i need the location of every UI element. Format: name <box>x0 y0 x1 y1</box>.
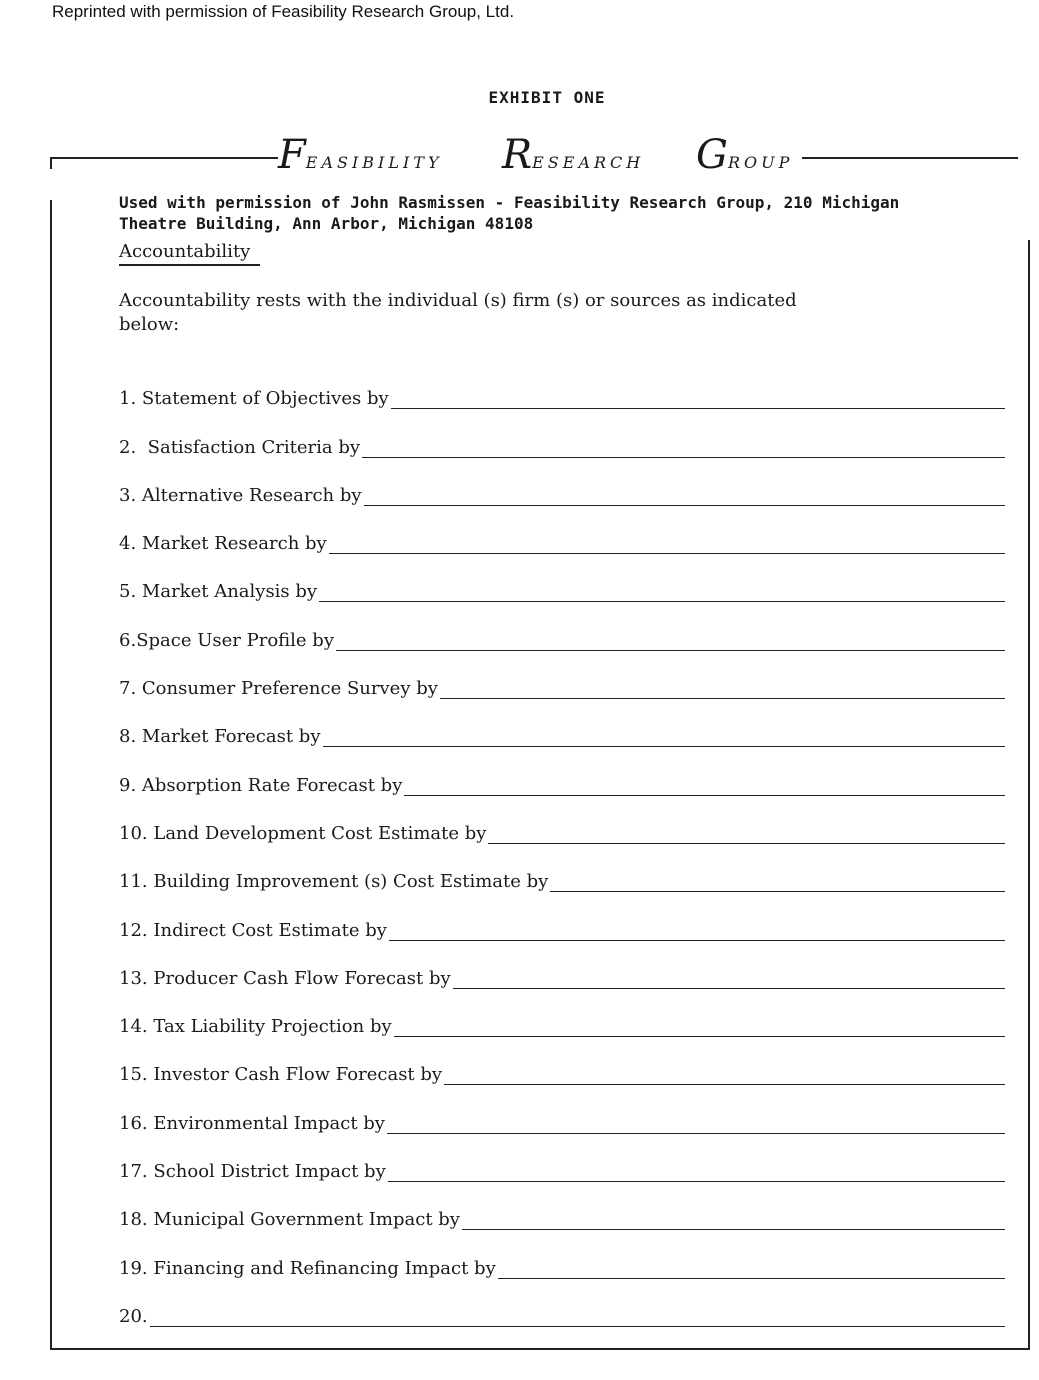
list-item <box>119 699 1009 747</box>
item-label: Alternative Research by <box>136 484 362 506</box>
item-number: 4. <box>119 533 137 555</box>
list-item <box>119 361 1009 409</box>
list-item <box>119 409 1009 457</box>
item-number: 14. <box>119 1016 148 1038</box>
item-label: Municipal Government Impact by <box>147 1209 460 1231</box>
fill-in-line[interactable] <box>329 533 1005 554</box>
fill-in-line[interactable] <box>550 871 1005 892</box>
list-item <box>119 1279 1009 1327</box>
fill-in-line[interactable] <box>391 388 1005 409</box>
fill-in-line[interactable] <box>364 485 1005 506</box>
list-item <box>119 651 1009 699</box>
list-item <box>119 458 1009 506</box>
item-number: 1. <box>119 388 137 410</box>
list-item <box>119 844 1009 892</box>
permission-statement <box>119 192 1019 234</box>
section-heading: Accountability <box>119 241 260 266</box>
fill-in-line[interactable] <box>440 678 1005 699</box>
fill-in-line[interactable] <box>362 437 1005 458</box>
item-number: 12. <box>119 919 148 941</box>
fill-in-line[interactable] <box>404 775 1005 796</box>
item-label: Space User Profile by <box>136 629 334 651</box>
frame-bottom-border <box>50 1348 1030 1350</box>
item-label: Absorption Rate Forecast by <box>136 774 403 796</box>
item-label: Environmental Impact by <box>147 1112 385 1134</box>
fill-in-line[interactable] <box>336 630 1005 651</box>
item-label: Market Research by <box>136 533 327 555</box>
item-number: 18. <box>119 1209 148 1231</box>
list-item <box>119 1230 1009 1278</box>
brand-word-feasibility: FEASIBILITY <box>278 132 443 178</box>
fill-in-line[interactable] <box>323 726 1006 747</box>
fill-in-line[interactable] <box>488 823 1005 844</box>
intro-paragraph: Accountability rests with the individual (s) firm (s) or sources as indicated below: <box>119 290 797 335</box>
list-item <box>119 941 1009 989</box>
letterhead-rule-right <box>802 157 1018 159</box>
frame-right-border <box>1028 240 1030 1348</box>
item-number: 5. <box>119 581 137 603</box>
fill-in-line[interactable] <box>389 920 1005 941</box>
item-label: Satisfaction Criteria by <box>136 436 361 458</box>
reprint-notice: Reprinted with permission of Feasibility Research Group, Ltd. <box>52 2 515 21</box>
fill-in-line[interactable] <box>388 1161 1005 1182</box>
item-number: 6. <box>119 629 137 651</box>
list-item <box>119 554 1009 602</box>
item-number: 19. <box>119 1257 148 1279</box>
exhibit-title: EXHIBIT ONE <box>488 88 606 107</box>
letterhead <box>50 130 1020 178</box>
item-label: Investor Cash Flow Forecast by <box>147 1064 443 1086</box>
item-number: 13. <box>119 967 148 989</box>
list-item <box>119 747 1009 795</box>
fill-in-line[interactable] <box>394 1016 1005 1037</box>
brand-word-research: RESEARCH <box>502 132 645 178</box>
list-item <box>119 989 1009 1037</box>
item-label: Market Analysis by <box>136 581 318 603</box>
list-item <box>119 1134 1009 1182</box>
item-number: 8. <box>119 726 137 748</box>
list-item <box>119 796 1009 844</box>
accountability-list <box>119 361 1009 1327</box>
item-label: Indirect Cost Estimate by <box>147 919 387 941</box>
item-number: 10. <box>119 822 148 844</box>
letterhead-rule-left <box>50 157 278 159</box>
list-item <box>119 1182 1009 1230</box>
permission-line-1: Used with permission of John Rasmissen - Feasibility Research Group, 210 Michigan <box>119 193 900 212</box>
list-item <box>119 506 1009 554</box>
item-label: Land Development Cost Estimate by <box>147 822 487 844</box>
list-item <box>119 1037 1009 1085</box>
item-label: Producer Cash Flow Forecast by <box>147 967 451 989</box>
item-label: Tax Liability Projection by <box>147 1016 392 1038</box>
fill-in-line[interactable] <box>387 1113 1005 1134</box>
item-label: Building Improvement (s) Cost Estimate by <box>147 871 549 893</box>
item-number: 20. <box>119 1305 148 1327</box>
fill-in-line[interactable] <box>462 1209 1005 1230</box>
item-number: 16. <box>119 1112 148 1134</box>
permission-line-2: Theatre Building, Ann Arbor, Michigan 48108 <box>119 214 534 233</box>
brand-word-group: GROUP <box>696 132 794 178</box>
fill-in-line[interactable] <box>319 581 1005 602</box>
list-item <box>119 602 1009 650</box>
item-label: School District Impact by <box>147 1161 386 1183</box>
item-number: 15. <box>119 1064 148 1086</box>
item-label: Financing and Refinancing Impact by <box>147 1257 496 1279</box>
frame-left-border <box>50 200 52 1350</box>
item-label: Market Forecast by <box>136 726 321 748</box>
list-item <box>119 892 1009 940</box>
fill-in-line[interactable] <box>150 1306 1005 1327</box>
list-item <box>119 1085 1009 1133</box>
item-number: 7. <box>119 678 137 700</box>
fill-in-line[interactable] <box>498 1258 1005 1279</box>
item-number: 17. <box>119 1161 148 1183</box>
item-number: 11. <box>119 871 148 893</box>
item-number: 3. <box>119 484 137 506</box>
item-number: 9. <box>119 774 137 796</box>
item-label: Consumer Preference Survey by <box>136 678 438 700</box>
item-number: 2. <box>119 436 137 458</box>
item-label: Statement of Objectives by <box>136 388 389 410</box>
fill-in-line[interactable] <box>444 1064 1005 1085</box>
fill-in-line[interactable] <box>453 968 1005 989</box>
